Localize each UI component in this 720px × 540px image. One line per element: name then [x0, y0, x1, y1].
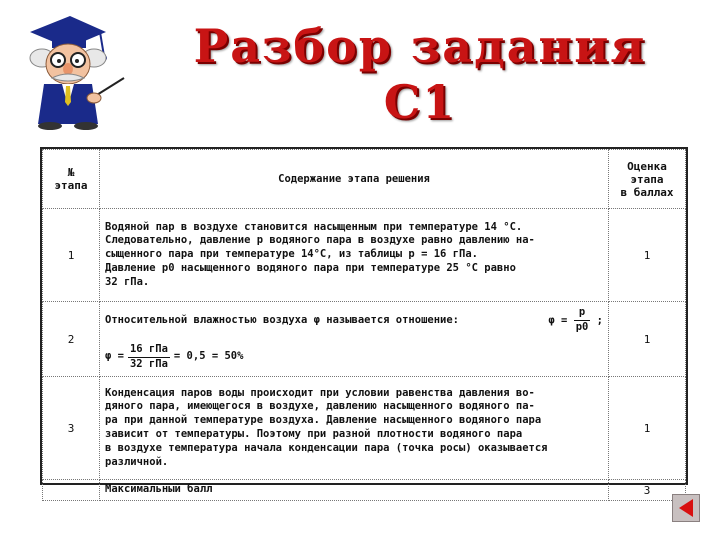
- step-number: 1: [43, 209, 100, 302]
- step-score: 1: [609, 377, 686, 480]
- fraction: $\frac{\text{16 гПа}}{\text{32 гПа}}$: [129, 343, 168, 370]
- step-score: 1: [609, 209, 686, 302]
- header-content: Содержание этапа решения: [100, 150, 609, 209]
- step-content: Конденсация паров воды происходит при условии равенства давления во- дяного пара, имеющегося в воздухе, давлению насыщенного водяного па- ра при данной температуре воздуха. Давление насыщенного водяного пара зависит от температуры. Поэтому при разной плотности водяного пара в воздухе температура начала конденсации пара (точка росы) оказывается различной.: [100, 377, 609, 480]
- step-number: 2: [43, 302, 100, 377]
- header-step-no: № этапа: [43, 150, 100, 209]
- definition-line: Относительной влажностью воздуха φ называется отношение: φ = $\frac{p}{p0}$ ;: [105, 306, 603, 334]
- step-content: [100, 302, 609, 377]
- step-number: 3: [43, 377, 100, 480]
- title-line-2: С1: [383, 75, 457, 129]
- definition-formula: φ = $\frac{p}{p0}$ ;: [548, 306, 603, 334]
- back-button[interactable]: [672, 494, 700, 522]
- max-score-label: Максимальный балл: [100, 480, 609, 501]
- professor-mascot-icon: [8, 6, 128, 131]
- table-row: [43, 377, 686, 480]
- fraction: $\frac{p}{p0}$: [575, 306, 589, 334]
- empty-cell: [43, 480, 100, 501]
- step-score: 1: [609, 302, 686, 377]
- title-line-1: Разбор задания: [193, 19, 647, 73]
- page-title: [180, 18, 660, 130]
- table-row: [43, 209, 686, 302]
- solution-table: [40, 147, 688, 497]
- table-row: [43, 302, 686, 377]
- header-score: Оценка этапа в баллах: [609, 150, 686, 209]
- table-row-max: [43, 480, 686, 501]
- max-score-value: 3: [609, 480, 686, 501]
- back-arrow-icon: [673, 495, 699, 521]
- table-header-row: [43, 150, 686, 209]
- calculation-formula: φ = $\frac{\text{16 гПа}}{\text{32 гПа}}$ = 0,5 = 50%: [105, 343, 244, 370]
- step-content: Водяной пар в воздухе становится насыщенным при температуре 14 °С. Следовательно, давление p водяного пара в воздухе равно давлению на- сыщенного пара при температуре 14°С, из таблицы p = 16 гПа. Давление p0 насыщенного водяного пара при температуре 25 °С равно 32 гПа.: [100, 209, 609, 302]
